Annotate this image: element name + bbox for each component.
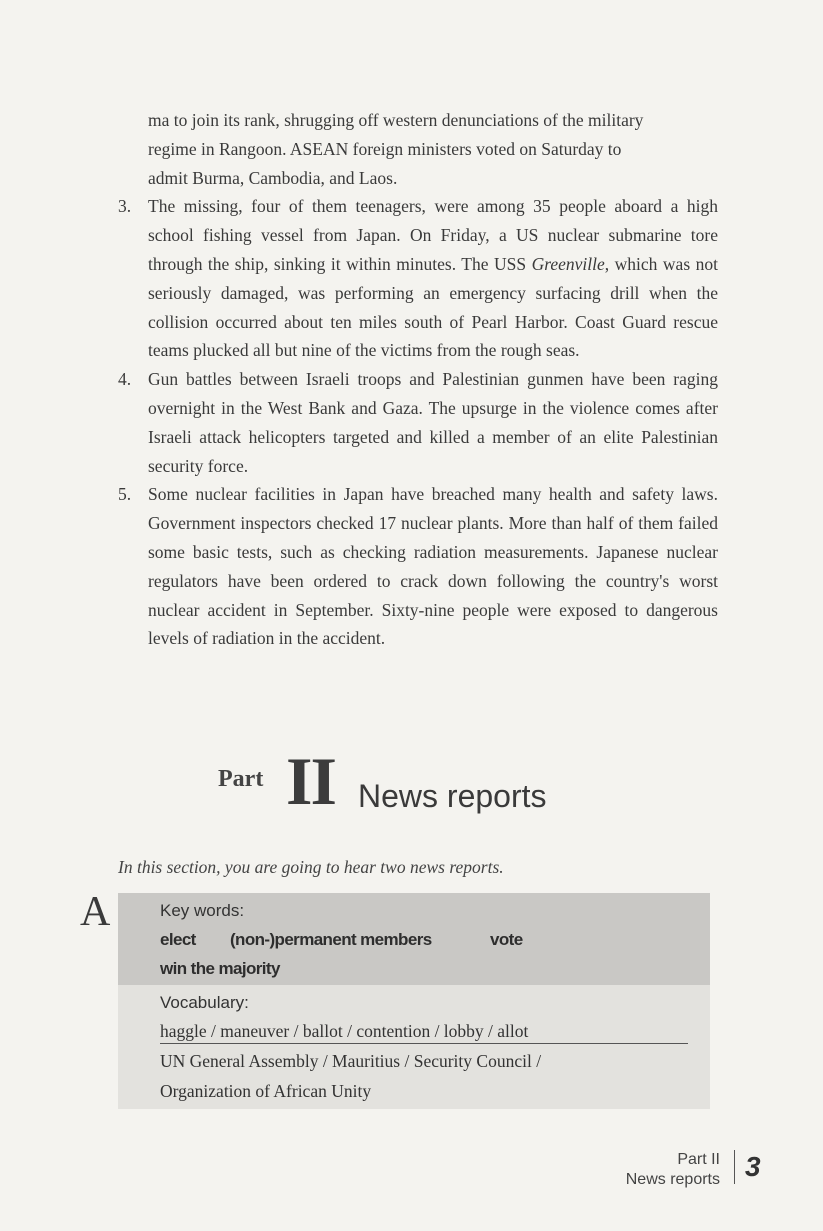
key-word: win the majority: [160, 959, 280, 978]
continuation-line: regime in Rangoon. ASEAN foreign ministers voted on Saturday to: [148, 138, 622, 159]
section-letter: A: [80, 889, 111, 935]
key-word: elect: [160, 930, 196, 949]
key-words-box: [118, 893, 710, 985]
part-numeral: II: [286, 743, 335, 819]
item-text: [148, 192, 718, 365]
part-title: News reports: [358, 778, 547, 814]
running-footer: [626, 1150, 720, 1190]
news-item-3: [118, 192, 718, 365]
key-words-row: [160, 930, 523, 950]
ship-name: Greenville: [531, 253, 605, 274]
vocabulary-line: haggle / maneuver / ballot / contention / lobby / allot: [160, 1021, 688, 1044]
vocabulary-heading: Vocabulary:: [160, 993, 249, 1012]
news-item-4: [118, 365, 718, 480]
part-word: Part: [218, 766, 264, 792]
key-word: (non-)permanent members: [230, 930, 432, 949]
footer-divider: [734, 1150, 735, 1184]
footer-part: Part II: [677, 1151, 720, 1168]
item-text: Some nuclear facilities in Japan have breached many health and safety laws. Government inspectors checked 17 nuclear plants. More than half of them failed some basic tests, such as checking radiation measurements. Japanese nuclear regulators have been ordered to crack down following the country's worst nuclear accident in September. Sixty-nine people were exposed to dangerous levels of radiation in the accident.: [148, 484, 718, 649]
continuation-line: ma to join its rank, shrugging off western denunciations of the military: [148, 110, 644, 130]
part-heading: [218, 743, 698, 832]
vocabulary-box: [118, 985, 710, 1109]
section-intro: In this section, you are going to hear two news reports.: [118, 857, 504, 877]
item-number: 3.: [118, 196, 132, 217]
key-words-heading: Key words:: [160, 901, 245, 920]
news-item-5: [118, 480, 718, 653]
item-number: 4.: [118, 369, 132, 390]
vocabulary-line: Organization of African Unity: [160, 1081, 372, 1101]
item-text-part: , which was not seriously damaged, was performing an emergency surfacing drill when the collision occurred about ten miles south of Pearl Harbor. Coast Guard rescue teams plucked all but nine of the victims from the rough seas.: [148, 253, 718, 361]
continuation-text: [118, 106, 718, 192]
key-word: vote: [490, 930, 523, 949]
news-items: [118, 106, 718, 653]
page-number: 3: [745, 1151, 761, 1182]
item-text: Gun battles between Israeli troops and Palestinian gunmen have been raging overnight in the West Bank and Gaza. The upsurge in the violence comes after Israeli attack helicopters targeted and killed a member of an elite Palestinian security force.: [148, 369, 718, 476]
item-text-part: The missing, four of them teenagers, were among 35 people aboard a high school fishing vessel from Japan. On Friday, a US nuclear submarine tore through the ship, sinking it within minutes. The USS: [148, 196, 718, 274]
continuation-line: admit Burma, Cambodia, and Laos.: [148, 167, 398, 188]
footer-title: News reports: [625, 1171, 720, 1188]
vocabulary-line: UN General Assembly / Mauritius / Security Council /: [160, 1051, 542, 1071]
item-number: 5.: [118, 484, 132, 505]
